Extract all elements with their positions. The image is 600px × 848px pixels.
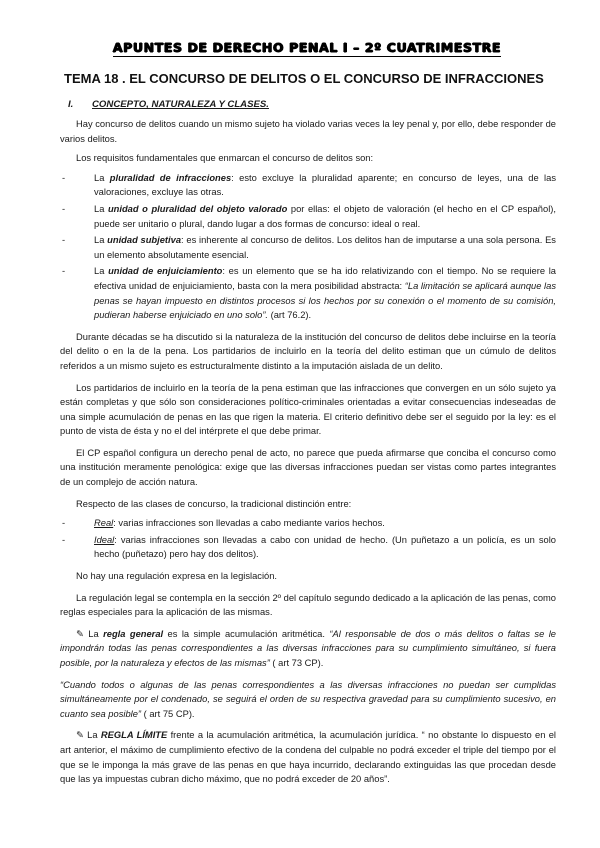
section-heading xyxy=(68,99,556,110)
paragraph-legal-regulation: La regulación legal se contempla en la sección 2º del capítulo segundo dedicado a la aplicación de las penas, como reglas especiales para la aplicación de las mismas. xyxy=(60,592,556,618)
paragraph-classes-intro: Respecto de las clases de concurso, la tradicional distinción entre: xyxy=(76,498,352,509)
list-dash: - xyxy=(62,235,66,246)
requisites-list xyxy=(60,171,556,323)
section-label: CONCEPTO, NATURALEZA Y CLASES. xyxy=(92,99,269,110)
pencil-icon: ✎ xyxy=(76,628,84,639)
paragraph-art75: “Cuando todos o algunas de las penas correspondientes a las diversas infracciones no puedan ser cumplidas simultáneamente por el condenado, se seguirá el orden de su respectiva gravedad para su cumplimiento sucesivo, en cuanto sea posible” ( art 75 CP). xyxy=(60,679,556,719)
list-item: - La unidad o pluralidad del objeto valorado por ellas: el objeto de valoración (el hecho en el CP español), puede ser unitario o plural, dando lugar a dos formas de concurso: ideal o real. xyxy=(60,202,556,231)
paragraph-no-regulation: No hay una regulación expresa en la legislación. xyxy=(76,571,278,582)
list-dash: - xyxy=(62,203,66,214)
paragraph-spanish-cp: El CP español configura un derecho penal de acto, no parece que pueda afirmarse que conciba el concurso como una institución meramente penológica: exige que las diversas infracciones puedan ser vistas como partes integrantes de un complejo de acción natura. xyxy=(60,447,556,488)
paragraph-definition: Hay concurso de delitos cuando un mismo sujeto ha violado varias veces la ley penal y, por ello, debe responder de varios delitos. xyxy=(60,119,556,144)
paragraph-general-rule: ✎ La regla general es la simple acumulación aritmética. “Al responsable de dos o más delitos o faltas se le impondrán todas las penas correspondientes a las diversas infracciones para su cumplimiento simultáneo, si fuera posible, por la naturaleza y efectos de las mismas” ( art 73 CP). xyxy=(60,628,556,668)
list-item: - La unidad de enjuiciamiento: es un elemento que se ha ido relativizando con el tiempo. No se requiere la efectiva unidad de enjuiciamiento, basta con la mera posibilidad abstracta: “La limitación se aplicará aunque las penas se hayan impuesto en distintos procesos si los hechos por su conexión o el momento de su comisión, pudieran haberse enjuiciado en uno solo”. (art 76.2). xyxy=(60,264,556,322)
list-item: - Real: varias infracciones son llevadas a cabo mediante varios hechos. xyxy=(60,516,556,531)
list-item: - La unidad subjetiva: es inherente al concurso de delitos. Los delitos han de imputarse a una sola persona. Es un elemento absolutamente esencial. xyxy=(60,233,556,262)
list-item: - La pluralidad de infracciones: esto excluye la pluralidad aparente; en concurso de leyes, una de las valoraciones, excluye las otras. xyxy=(60,171,556,200)
list-item: - Ideal: varias infracciones son llevadas a cabo con unidad de hecho. (Un puñetazo a un policía, es un solo hecho (puñetazo) pero hay dos delitos). xyxy=(60,533,556,562)
list-dash: - xyxy=(62,266,66,277)
paragraph-penalty-theory: Los partidarios de incluirlo en la teoría de la pena estiman que las infracciones que convergen en un sólo sujeto ya están completas y que sólo son consideraciones político-criminales orientadas a evitar consecuencias indeseadas de una simple acumulación de penas en las que rigen la materia. El criterio definitivo debe ser el seguido por la ley: es el punto de vista de ésta y no el del intérprete el que debe primar. xyxy=(60,382,556,437)
paragraph-requisites-intro: Los requisitos fundamentales que enmarcan el concurso de delitos son: xyxy=(76,153,374,164)
list-dash: - xyxy=(62,172,66,183)
pencil-icon: ✎ xyxy=(76,730,84,741)
paragraph-nature-debate: Durante décadas se ha discutido si la naturaleza de la institución del concurso de delitos debe incluirse en la teoría del delito o en la de la pena. Los partidarios de incluirlo en la teoría del delito estiman que un cúmulo de delitos referidos a un mismo sujeto es estructuralmente distinto a la imputación aislada de un delito. xyxy=(60,331,556,371)
list-dash: - xyxy=(62,518,66,529)
section-number: I. xyxy=(68,99,74,110)
topic-title: TEMA 18 . EL CONCURSO DE DELITOS O EL CONCURSO DE INFRACCIONES xyxy=(64,71,544,86)
paragraph-limit-rule: ✎ La REGLA LÍMITE frente a la acumulación aritmética, la acumulación jurídica. “ no obstante lo dispuesto en el art anterior, el máximo de cumplimiento efectivo de la condena del culpable no podrá exceder el triple del tiempo por el que se le imponga la más grave de las penas en que haya incurrido, declarando extinguidas las que procedan desde que las ya impuestas cubran dicho máximo, que no podrá exceder de 20 años”. xyxy=(60,730,557,785)
classes-list xyxy=(60,516,556,562)
list-dash: - xyxy=(62,534,66,545)
document-header: APUNTES DE DERECHO PENAL I – 2º CUATRIMESTRE xyxy=(112,40,502,55)
